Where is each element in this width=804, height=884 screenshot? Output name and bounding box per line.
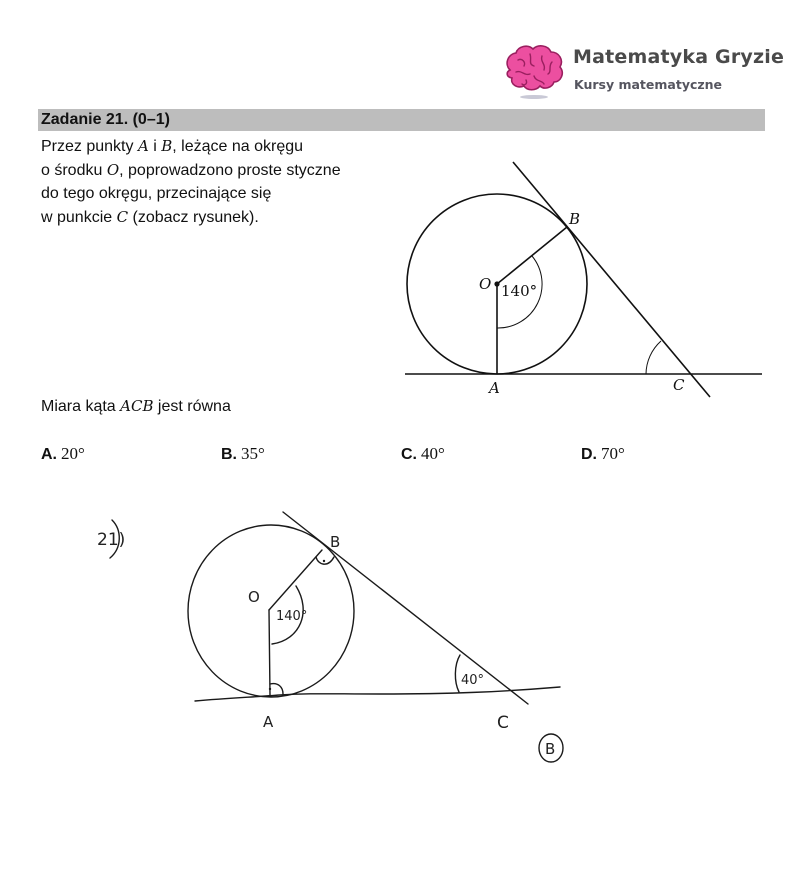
hw-label-c: C: [497, 713, 509, 733]
answer-option-a[interactable]: A. 20°: [41, 444, 85, 463]
math-var: O: [106, 160, 120, 179]
printed-labels: [479, 210, 685, 397]
math-expression: ACB: [120, 397, 154, 415]
question-text: Miara kąta ACB jest równa: [41, 397, 231, 415]
label-angle-140: 140°: [501, 282, 538, 300]
hw-task-number: 21): [97, 530, 126, 550]
hw-label-a: A: [263, 713, 274, 731]
prompt-line: do tego okręgu, przecinające się: [41, 185, 272, 202]
brand-title: Matematyka Gryzie: [573, 46, 785, 68]
label-c: C: [673, 376, 685, 394]
center-point: [494, 281, 499, 286]
radius-ob: [497, 227, 567, 284]
hw-angle-arc-c: [455, 655, 460, 692]
hw-tangent-b: [283, 512, 528, 704]
angle-arc-c: [646, 341, 661, 374]
math-var: C: [116, 207, 129, 226]
printed-figure: [405, 162, 762, 397]
task-header-label: Zadanie 21. (0–1): [41, 111, 170, 128]
hw-angle-140: 140°: [276, 609, 308, 624]
math-var: B: [161, 137, 173, 155]
math-var: A: [137, 137, 149, 155]
hw-dot-b: [323, 560, 325, 562]
hw-radius-ob: [269, 550, 322, 610]
label-a: A: [489, 379, 500, 397]
hw-right-angle-a: [270, 684, 283, 694]
label-o: O: [479, 275, 492, 293]
label-b: B: [569, 210, 581, 228]
prompt-line: w punkcie C (zobacz rysunek).: [41, 207, 259, 226]
answer-option-b[interactable]: B. 35°: [221, 444, 265, 463]
answer-option-c[interactable]: C. 40°: [401, 444, 445, 463]
hw-dot-a: [269, 688, 271, 690]
brand-subtitle: Kursy matematyczne: [574, 77, 723, 92]
prompt-line: o środku O, poprowadzono proste styczne: [41, 160, 341, 179]
hw-chosen-answer: B: [545, 740, 556, 758]
hw-label-b: B: [330, 533, 341, 551]
prompt-line: Przez punkty A i B, leżące na okręgu: [41, 137, 304, 155]
hw-radius-oa: [269, 610, 270, 695]
hw-label-o: O: [248, 588, 260, 606]
hw-angle-40: 40°: [461, 673, 485, 688]
answer-option-d[interactable]: D. 70°: [581, 444, 625, 463]
